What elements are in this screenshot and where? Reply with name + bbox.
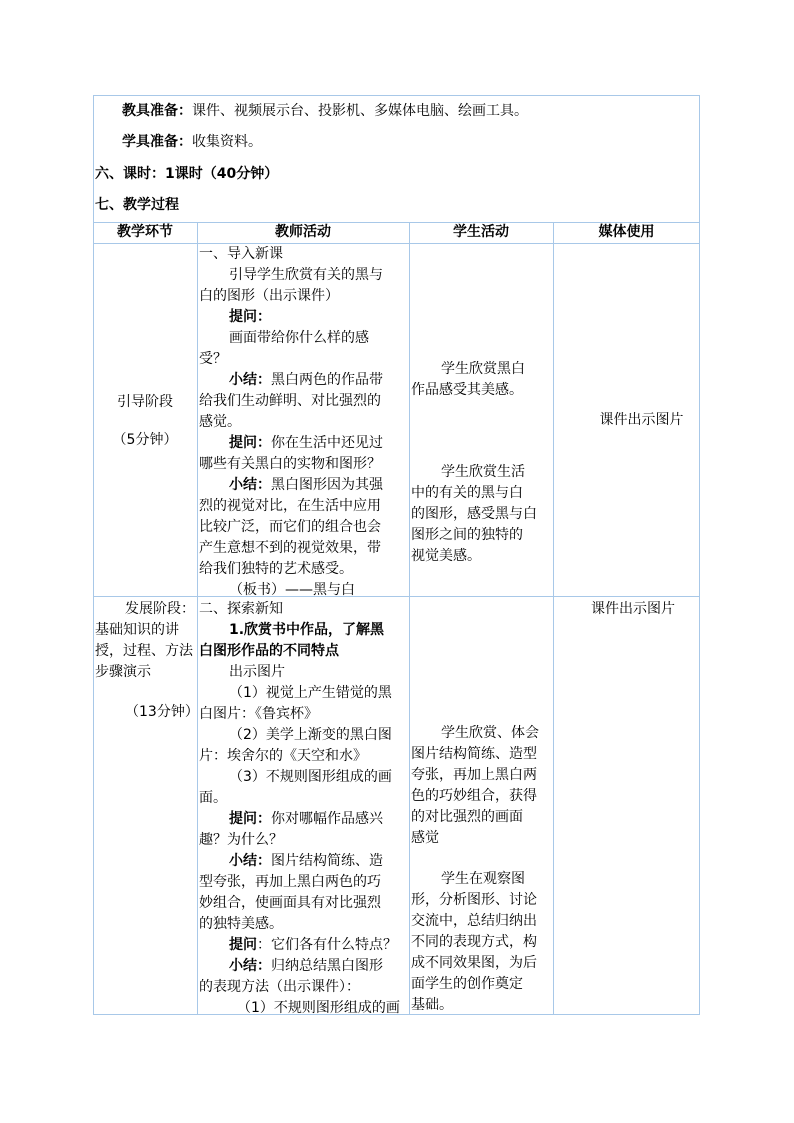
- text-line: 学生欣赏、体会: [441, 725, 539, 741]
- text-line: 给我们独特的艺术感受。: [199, 561, 353, 577]
- row1-student-activity-a: [411, 359, 525, 401]
- text-line: 学生欣赏生活: [441, 464, 525, 480]
- text-line: 白的图形（出示课件）: [199, 288, 339, 304]
- text-line: 哪些有关黑白的实物和图形？: [199, 456, 381, 472]
- text-line: （2）美学上渐变的黑白图: [229, 727, 392, 743]
- text-line: [199, 433, 383, 454]
- text-line: （板书）——黑与白: [229, 582, 355, 598]
- row2-media: 课件出示图片: [591, 601, 675, 617]
- text-line: 色的巧妙组合，获得: [411, 788, 537, 804]
- summary-label: 小结：: [229, 477, 271, 493]
- text-line: 感觉: [411, 830, 439, 846]
- text-line: 夸张，再加上黑白两: [411, 767, 537, 783]
- text-line: 给我们生动鲜明、对比强烈的: [199, 393, 381, 409]
- text-line: [199, 475, 383, 496]
- student-prep-label: 学具准备：: [122, 134, 192, 150]
- text-line: [199, 956, 400, 977]
- question-text: 你对哪幅作品感兴: [271, 811, 383, 827]
- text-line: 白图片：《鲁宾杯》: [199, 706, 318, 722]
- question-text: ：它们各有什么特点？: [257, 937, 397, 953]
- row2-student-activity-a: [411, 723, 539, 849]
- section-class-hours: 六、课时：1课时（40分钟）: [95, 166, 279, 182]
- text-line: 学生在观察图: [441, 871, 525, 887]
- text-line: 学生欣赏黑白: [441, 361, 525, 377]
- text-line: 的图形，感受黑与白: [411, 506, 537, 522]
- header-media: 媒体使用: [598, 224, 655, 240]
- student-prep-text: 收集资料。: [192, 134, 262, 150]
- text-line: 出示图片: [229, 664, 285, 680]
- text-line: 授，过程、方法: [95, 643, 193, 659]
- question-label: 提问：: [229, 435, 271, 451]
- row1-teacher-activity: [199, 244, 383, 601]
- summary-text: 归纳总结黑白图形: [271, 958, 383, 974]
- text-line: 片：埃舍尔的《天空和水》: [199, 748, 367, 764]
- text-line: 妙组合，使画面具有对比强烈: [199, 895, 381, 911]
- text-line: 交流中，总结归纳出: [411, 913, 537, 929]
- student-prep: [122, 132, 262, 153]
- summary-text: 黑白图形因为其强: [271, 477, 383, 493]
- text-line: 基础。: [411, 997, 453, 1013]
- text-line: 1.欣赏书中作品，了解黑: [229, 622, 385, 638]
- question-label: 提问: [229, 937, 257, 953]
- text-line: 白图形作品的不同特点: [199, 643, 339, 659]
- row2-stage-time: （13分钟）: [125, 704, 199, 720]
- text-line: 作品感受其美感。: [411, 382, 523, 398]
- teacher-prep-label: 教具准备：: [122, 103, 192, 119]
- text-line: 感觉。: [199, 414, 241, 430]
- header-stage: 教学环节: [117, 224, 173, 240]
- text-line: [199, 809, 400, 830]
- table-line: [197, 222, 198, 1015]
- text-line: 发展阶段：: [125, 601, 195, 617]
- table-line: [93, 243, 700, 244]
- row1-student-activity-b: [411, 462, 537, 567]
- text-line: 提问：: [229, 309, 271, 325]
- text-line: 视觉美感。: [411, 548, 481, 564]
- text-line: 不同的表现方式，构: [411, 934, 537, 950]
- text-line: （1）视觉上产生错觉的黑: [229, 685, 392, 701]
- text-line: 的对比强烈的画面: [411, 809, 523, 825]
- text-line: 型夸张，再加上黑白两色的巧: [199, 874, 381, 890]
- row2-teacher-activity: [199, 599, 400, 1019]
- row1-stage-time: （5分钟）: [112, 432, 178, 448]
- table-line: [93, 596, 700, 597]
- text-line: 形，分析图形、讨论: [411, 892, 537, 908]
- question-label: 提问：: [229, 811, 271, 827]
- question-text: 你在生活中还见过: [271, 435, 383, 451]
- summary-label: 小结：: [229, 372, 271, 388]
- table-line: [409, 222, 410, 1015]
- section-teaching-process: 七、教学过程: [95, 197, 179, 213]
- text-line: [199, 370, 383, 391]
- header-teacher: 教师活动: [275, 224, 331, 240]
- text-line: 二、探索新知: [199, 601, 283, 617]
- text-line: 图片结构简练、造型: [411, 746, 537, 762]
- text-line: 受？: [199, 351, 227, 367]
- text-line: 面学生的创作奠定: [411, 976, 523, 992]
- summary-label: 小结：: [229, 958, 271, 974]
- header-student: 学生活动: [453, 224, 509, 240]
- text-line: （3）不规则图形组成的画: [229, 769, 392, 785]
- row2-stage: [95, 599, 195, 683]
- text-line: 产生意想不到的视觉效果，带: [199, 540, 381, 556]
- text-line: 面。: [199, 790, 227, 806]
- text-line: 引导学生欣赏有关的黑与: [229, 267, 383, 283]
- text-line: 步骤演示: [95, 664, 151, 680]
- summary-label: 小结：: [229, 853, 271, 869]
- text-line: 的表现方法（出示课件）：: [199, 979, 360, 995]
- text-line: 成不同效果图，为后: [411, 955, 537, 971]
- text-line: [199, 935, 400, 956]
- text-line: （1）不规则图形组成的画: [237, 1000, 400, 1016]
- text-line: 烈的视觉对比，在生活中应用: [199, 498, 381, 514]
- row1-stage-name: 引导阶段: [117, 394, 173, 410]
- text-line: 基础知识的讲: [95, 622, 179, 638]
- summary-text: 黑白两色的作品带: [271, 372, 383, 388]
- summary-text: 图片结构简练、造: [271, 853, 383, 869]
- text-line: 一、导入新课: [199, 246, 283, 262]
- text-line: 比较广泛，而它们的组合也会: [199, 519, 381, 535]
- text-line: 趣？为什么？: [199, 832, 283, 848]
- text-line: [199, 851, 400, 872]
- row1-media: 课件出示图片: [599, 412, 684, 428]
- teacher-prep: [122, 101, 528, 122]
- row2-student-activity-b: [411, 869, 537, 1016]
- text-line: 图形之间的独特的: [411, 527, 523, 543]
- text-line: 画面带给你什么样的感: [229, 330, 369, 346]
- text-line: 的独特美感。: [199, 916, 283, 932]
- teacher-prep-text: 课件、视频展示台、投影机、多媒体电脑、绘画工具。: [192, 103, 528, 119]
- text-line: 中的有关的黑与白: [411, 485, 523, 501]
